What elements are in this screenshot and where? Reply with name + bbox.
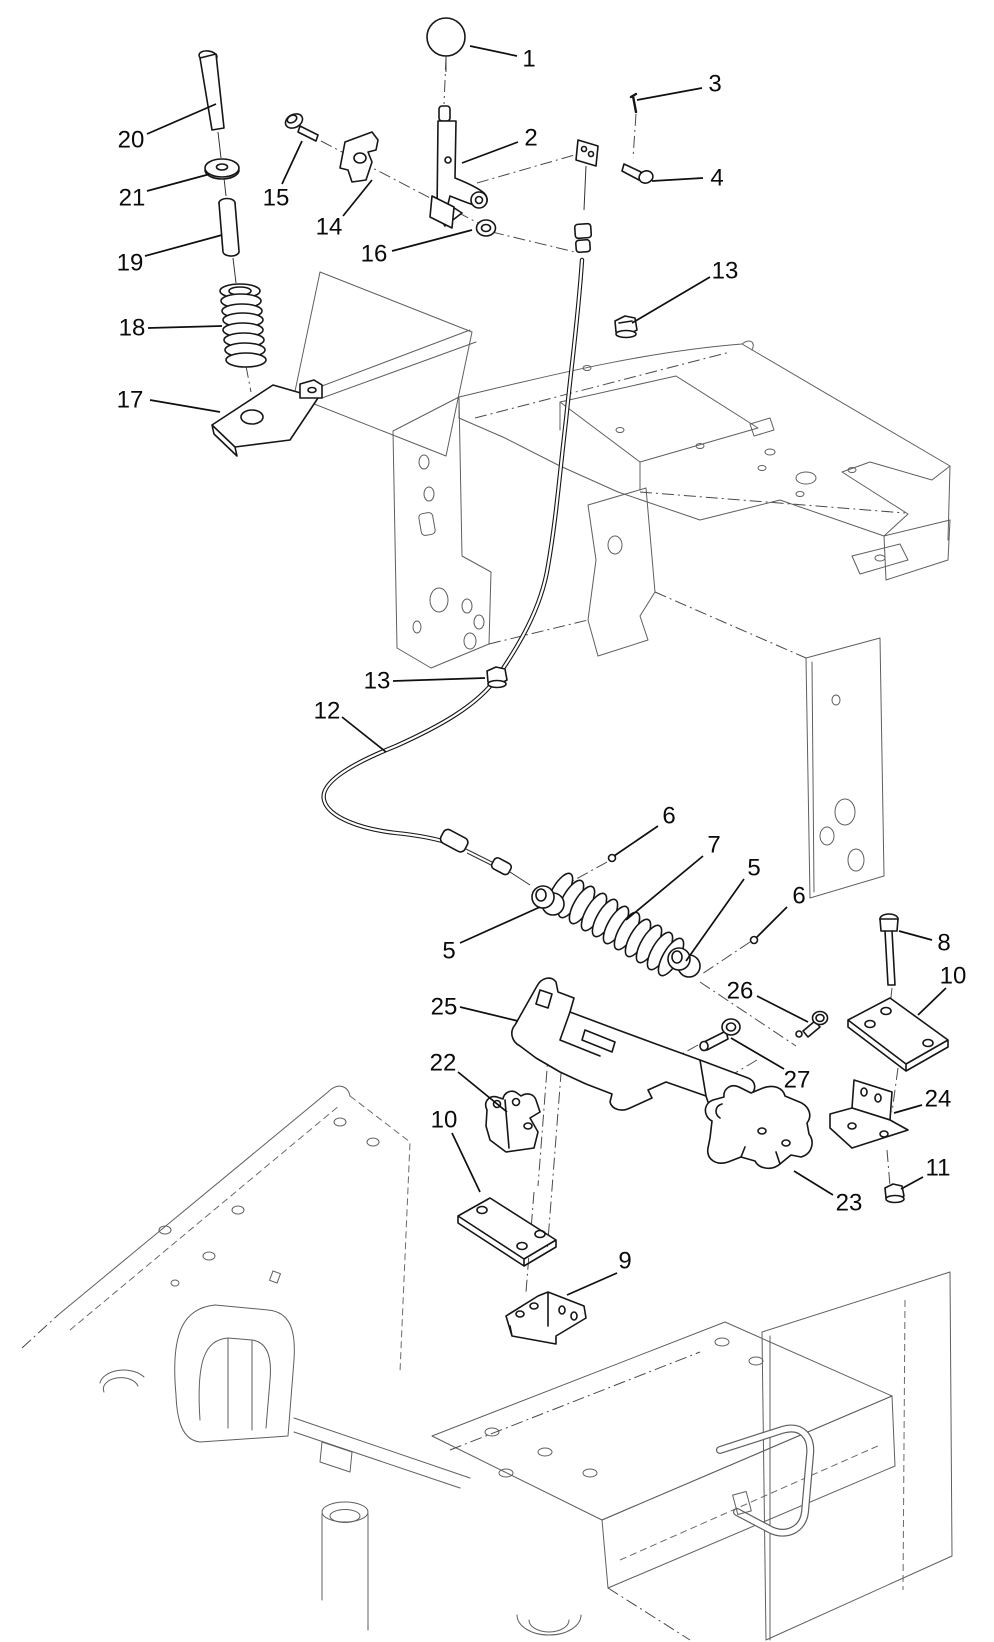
part-16-washer xyxy=(477,220,496,236)
callout-label-14: 14 xyxy=(315,213,343,241)
wheel-arcs xyxy=(517,1615,581,1635)
callout-leader-1 xyxy=(470,46,517,56)
callout-label-6: 6 xyxy=(792,882,806,910)
callout-leader-24 xyxy=(894,1105,922,1113)
callout-label-23: 23 xyxy=(835,1189,863,1217)
callout-leader-6 xyxy=(614,826,658,856)
part-19-spacer xyxy=(219,199,239,284)
deck-opening xyxy=(560,376,758,490)
deck-top-edge xyxy=(459,341,753,397)
callout-leader-14 xyxy=(343,180,372,216)
callout-leader-9 xyxy=(567,1273,617,1295)
part-10-plate-left xyxy=(458,1198,556,1266)
callout-label-22: 22 xyxy=(429,1049,457,1077)
callout-label-2: 2 xyxy=(524,124,538,152)
part-26-screw xyxy=(796,1012,828,1038)
part-11-nut xyxy=(885,1184,904,1203)
part-5-bushing-rear xyxy=(668,948,700,977)
callout-leader-2 xyxy=(462,142,518,163)
callout-leader-18 xyxy=(148,326,222,328)
crossmember-top xyxy=(432,1322,892,1520)
part-24-bracket xyxy=(830,1080,908,1148)
ring-boss xyxy=(100,1370,144,1392)
right-panel xyxy=(762,1272,952,1640)
callout-leader-6 xyxy=(756,907,787,938)
part-20-bolt xyxy=(198,50,224,158)
callout-label-6: 6 xyxy=(662,802,676,830)
crossmember-front xyxy=(602,1396,895,1588)
callout-leader-21 xyxy=(147,174,210,191)
lower-frame-assembly xyxy=(22,1086,952,1640)
callout-leader-11 xyxy=(901,1177,923,1189)
part-23-cover xyxy=(705,1086,812,1169)
callout-leader-8 xyxy=(899,931,932,940)
callout-leader-27 xyxy=(731,1038,784,1069)
callout-leader-17 xyxy=(150,400,220,412)
callout-label-8: 8 xyxy=(937,929,951,957)
callout-leader-3 xyxy=(637,88,702,100)
part-17-bracket xyxy=(212,380,322,456)
rear-panel xyxy=(294,272,472,456)
callout-leader-23 xyxy=(794,1171,833,1195)
callout-label-19: 19 xyxy=(116,249,144,277)
callout-label-9: 9 xyxy=(618,1247,632,1275)
callout-label-26: 26 xyxy=(726,977,754,1005)
tube xyxy=(322,1502,368,1522)
part-14-bracket xyxy=(340,132,378,182)
callout-leader-19 xyxy=(145,235,222,256)
upper-frame-assembly xyxy=(294,272,950,898)
part-3-pin xyxy=(631,94,636,112)
callout-leader-4 xyxy=(652,178,703,181)
callout-leader-16 xyxy=(392,230,472,251)
part-21-washer xyxy=(205,159,239,196)
callout-label-4: 4 xyxy=(710,164,724,192)
middle-leg xyxy=(588,488,655,656)
right-column xyxy=(806,638,884,898)
callout-label-25: 25 xyxy=(430,993,458,1021)
callout-label-16: 16 xyxy=(360,240,388,268)
part-4-bolt xyxy=(622,164,655,185)
callout-label-10: 10 xyxy=(430,1106,458,1134)
callout-leader-5 xyxy=(460,907,540,943)
callout-label-1: 1 xyxy=(522,45,536,73)
callout-label-7: 7 xyxy=(707,831,721,859)
part-13-nut-mid xyxy=(487,667,507,688)
callout-label-3: 3 xyxy=(708,70,722,98)
callout-label-10: 10 xyxy=(939,962,967,990)
callout-label-21: 21 xyxy=(118,184,146,212)
part-9-bracket xyxy=(506,1292,586,1344)
left-plate-edge xyxy=(58,1086,350,1315)
callout-leader-22 xyxy=(458,1072,507,1112)
callout-label-12: 12 xyxy=(313,697,341,725)
callout-label-13: 13 xyxy=(711,257,739,285)
callout-label-17: 17 xyxy=(116,386,144,414)
callout-label-5: 5 xyxy=(747,854,761,882)
callout-leader-15 xyxy=(282,141,302,184)
callout-label-18: 18 xyxy=(118,314,146,342)
callout-leader-10 xyxy=(452,1133,480,1192)
callout-leader-13 xyxy=(632,277,710,323)
part-13-nut-upper xyxy=(615,316,637,338)
right-face xyxy=(884,520,950,580)
callout-leader-10 xyxy=(918,988,946,1015)
part-27-bolt xyxy=(700,1019,740,1051)
callout-label-27: 27 xyxy=(783,1066,811,1094)
callout-leader-7 xyxy=(626,856,703,920)
callout-label-24: 24 xyxy=(924,1085,952,1113)
part-10-plate-right xyxy=(848,998,948,1071)
part-8-bolt xyxy=(880,914,898,985)
callout-label-13: 13 xyxy=(363,667,391,695)
callout-label-15: 15 xyxy=(262,184,290,212)
callout-leader-26 xyxy=(757,996,808,1022)
callouts-layer xyxy=(117,46,967,1296)
cable-end-fittings xyxy=(439,828,530,885)
deck-clip xyxy=(750,418,774,436)
part-1-knob xyxy=(427,18,465,72)
part-18-spring xyxy=(220,284,266,367)
callout-label-5: 5 xyxy=(442,937,456,965)
callout-label-11: 11 xyxy=(925,1154,951,1182)
side-strip xyxy=(322,330,476,398)
callout-leader-25 xyxy=(460,1007,518,1021)
callout-leader-5 xyxy=(686,879,744,961)
arch-plate xyxy=(175,1305,295,1442)
cable-adjuster xyxy=(575,223,592,238)
cable-clevis xyxy=(576,140,598,166)
callout-leader-13 xyxy=(393,678,485,681)
callout-label-20: 20 xyxy=(117,126,145,154)
part-2-shift-lever xyxy=(430,106,487,228)
callout-leader-12 xyxy=(342,717,386,752)
callout-leader-20 xyxy=(147,104,216,134)
part-15-bolt xyxy=(283,111,318,141)
